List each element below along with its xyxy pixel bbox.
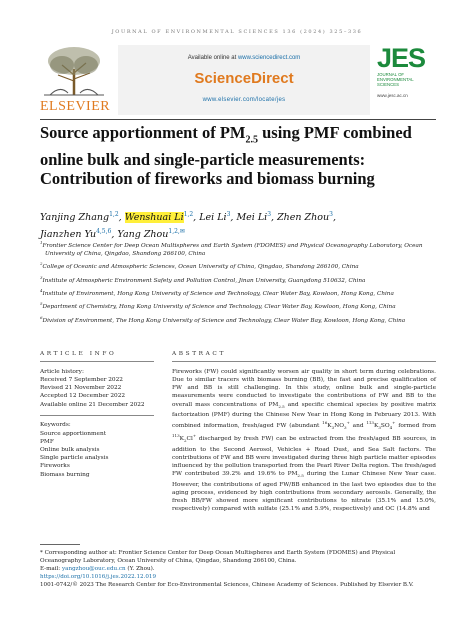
elsevier-tree-icon	[40, 45, 108, 97]
author[interactable]: Yang Zhou	[117, 229, 169, 241]
footnote-block	[40, 544, 436, 589]
affiliation: $^2$College of Oceanic and Atmospheric Sciences, Ocean University of China, Qingdao, Shandong 266100, China	[40, 261, 359, 271]
author[interactable]: Jianzhen Yu	[40, 229, 97, 241]
author[interactable]: Yanjing Zhang	[40, 212, 110, 224]
header-divider	[40, 119, 436, 120]
journal-citation-line: JOURNAL OF ENVIRONMENTAL SCIENCES 136 (2024) 325–336	[111, 29, 363, 35]
email-link[interactable]: yangzhou@ouc.edu.cn	[61, 565, 126, 572]
author-list: Yanjing Zhang$^{1,2}$, Wenshuai Li$^{1,2}$, Lei Li$^3$, Mei Li$^3$, Zhen Zhou$^3$, Jianzhen Yu$^{4,5,6}$, Yang Zhou$^{1,2,✉}$	[40, 211, 336, 241]
keyword: Fireworks	[40, 463, 70, 470]
abstract-column	[172, 350, 436, 514]
doi-link[interactable]: https://doi.org/10.1016/j.jes.2022.12.019	[40, 573, 157, 580]
elsevier-wordmark: ELSEVIER	[40, 99, 111, 114]
author[interactable]: Lei Li	[199, 212, 227, 224]
available-online-line	[118, 55, 370, 61]
email-line: E-mail: yangzhou@ouc.edu.cn (Y. Zhou).	[40, 565, 155, 572]
sciencedirect-logo[interactable]: ScienceDirect	[194, 70, 294, 87]
article-title: Source apportionment of $PM_{2.5}$ using PMF combined online bulk and single-particle measurements: Contribution of fireworks and biomass burning	[40, 123, 412, 189]
keyword: Source apportionment	[40, 430, 107, 437]
affiliation: $^5$Department of Chemistry, Hong Kong University of Science and Technology, Clear Water Bay, Kowloon, Hong Kong, China	[40, 301, 396, 311]
history-label: Article history:	[40, 368, 84, 375]
keywords-label: Keywords:	[40, 422, 71, 429]
article-info-column	[40, 350, 154, 479]
article-info-rule	[40, 361, 154, 362]
abstract-heading: ABSTRACT	[172, 351, 226, 357]
available-prefix: Available online at	[187, 55, 238, 61]
jes-website: www.jesc.ac.cn	[377, 93, 408, 98]
author-highlighted[interactable]: Wenshuai Li	[124, 212, 184, 224]
accepted-date: Accepted 12 December 2022	[40, 393, 126, 400]
affiliation: $^6$Division of Environment, The Hong Kong University of Science and Technology, Clear Water Bay, Kowloon, Hong Kong, China	[40, 314, 406, 324]
author[interactable]: Zhen Zhou	[277, 212, 330, 224]
jes-subtitle-2: ENVIRONMENTAL	[377, 77, 414, 82]
copyright-line: 1001-0742/© 2023 The Research Center for Eco-Environmental Sciences, Chinese Academy of Sciences. Published by Elsevier B.V.	[40, 581, 414, 588]
corresponding-author-note: * Corresponding author at: Frontier Science Center for Deep Ocean Multispheres and Earth System (FDOMES) and Physical Oceanography Laboratory, Ocean University of China, Qingdao, Shandong 266100, China.	[40, 549, 396, 564]
revised-date: Revised 21 November 2022	[40, 385, 122, 392]
sciencedirect-link[interactable]: www.sciencedirect.com	[237, 55, 301, 61]
author[interactable]: Mei Li	[236, 212, 268, 224]
affiliation: $^4$Institute of Environment, Hong Kong University of Science and Technology, Clear Water Bay, Kowloon, Hong Kong, China	[40, 287, 394, 297]
keyword: Single particle analysis	[40, 455, 109, 462]
elsevier-logo[interactable]	[40, 45, 111, 117]
keyword: PMF	[40, 438, 54, 445]
affiliation-list	[40, 239, 436, 327]
jes-wordmark: JES	[377, 43, 426, 73]
footnote-rule	[40, 544, 80, 545]
keywords-rule	[40, 415, 154, 416]
keyword: Online bulk analysis	[40, 447, 100, 454]
article-info-heading: ARTICLE INFO	[40, 351, 117, 357]
affiliation: $^3$Institute of Atmospheric Environment Safety and Pollution Control, Jinan University, Guangdong 510632, China	[40, 274, 366, 284]
abstract-rule	[172, 361, 436, 362]
online-date: Available online 21 December 2022	[40, 401, 145, 408]
affiliation: $^1$Frontier Science Center for Deep Ocean Multispheres and Earth System (FDOMES) and Physical Oceanography Laboratory, Ocean University of China, Qingdao, Shandong 266100, China	[40, 240, 423, 257]
abstract-text: Fireworks (FW) could significantly worsen air quality in short term during celebrations. Due to similar tracers with biomass burning (BB), the fast and precise qualification of FW and BB is still challenging. In this study, online bulk and single-particle measurements were conducted to investigate the contributions of FW and BB to the overall mass concentrations of $PM_{2.5}$ and specific chemical species by positive matrix factorization (PMF) during the Chinese New Year in Hong Kong in February 2013. With combined information, fresh/aged FW (abundant $^{16}K_3NO_3^+$ and $^{113}K_3SO_4^+$ formed from $^{113}K_2Cl^+$ discharged by fresh FW) can be extracted from the fresh/aged BB sources, in addition to the Second Aerosol, Vehicles + Road Dust, and Sea Salt factors. The contributions of FW and BB were investigated during three high particle matter episodes influenced by the pollution transported from the Pearl River Delta region. The fresh/aged FW contributed 39.2% and 19.6% to $PM_{2.5}$ during the Lunar Chinese New Year case. However, the contributions of aged FW/BB enhanced in the last two episodes due to the aging process, evidenced by high contributions from secondary aerosols. Generally, the fresh BB/FW showed more significant contributions to nitrate (35.1% and 15.0%, respectively) compared with sulfate (25.1% and 5.9%, respectively) and OC (14.8% and	[172, 368, 436, 513]
journal-homepage-link[interactable]: www.elsevier.com/locate/jes	[202, 97, 286, 103]
received-date: Received 7 September 2022	[40, 377, 123, 383]
envelope-icon[interactable]: ✉	[179, 228, 185, 236]
keyword: Biomass burning	[40, 471, 90, 478]
jes-subtitle-1: JOURNAL OF	[377, 72, 405, 77]
jes-subtitle-3: SCIENCES	[377, 82, 399, 87]
jes-logo[interactable]	[377, 45, 437, 113]
